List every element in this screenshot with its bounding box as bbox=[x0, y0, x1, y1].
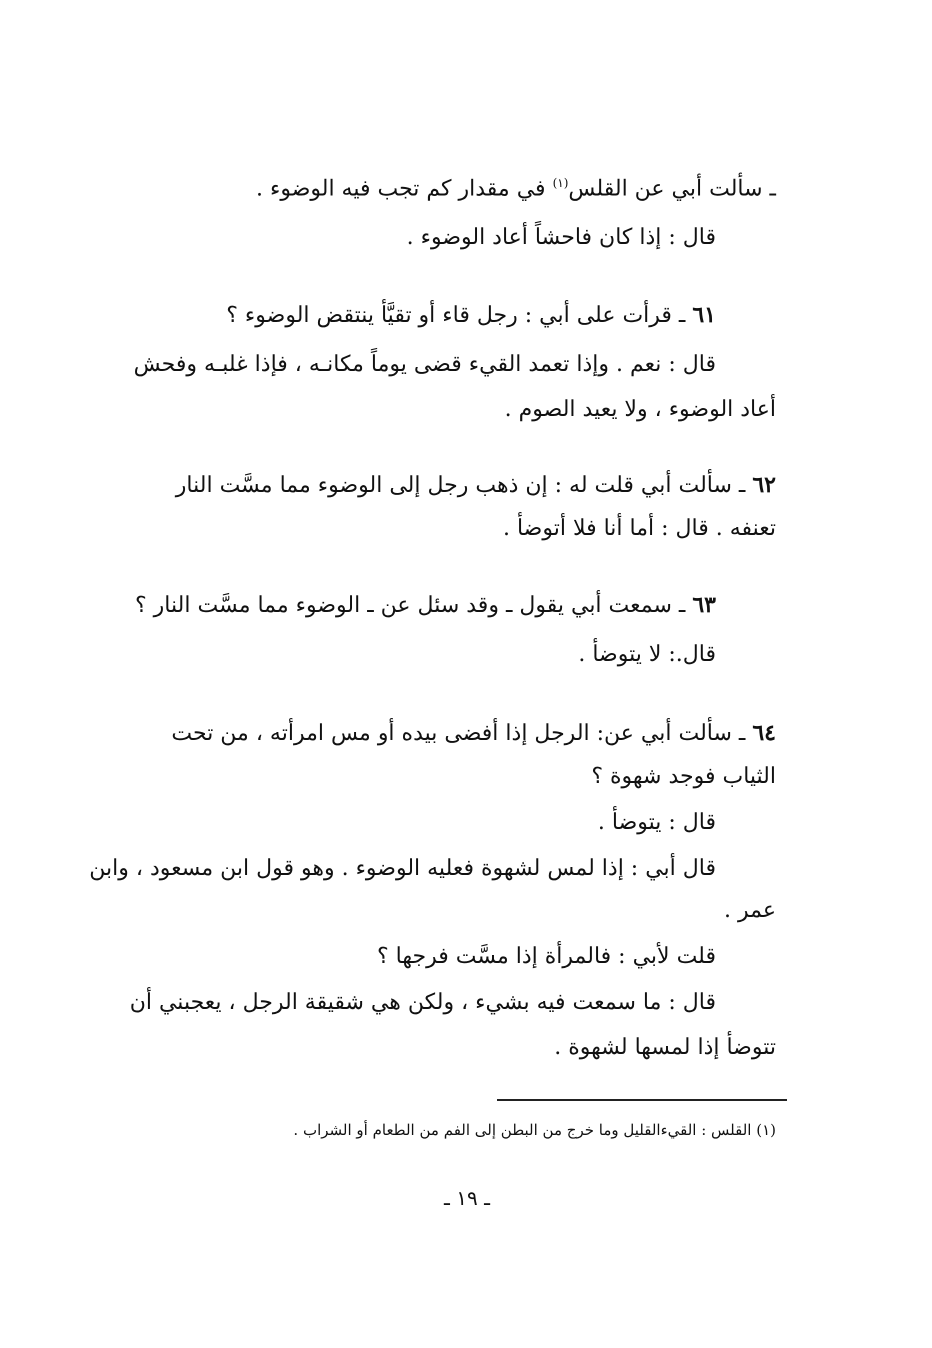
entry-61-answer-line2: أعاد الوضوء ، ولا يعيد الصوم . bbox=[504, 397, 776, 422]
entry-60-question bbox=[256, 176, 776, 201]
entry-61-answer-line1: قال : نعم . وإذا تعمد القيء قضى يوماً مكانـه ، فإذا غلبـه وفحش bbox=[133, 352, 716, 377]
entry-62-number: ٦٢ bbox=[752, 472, 776, 498]
entry-61-question bbox=[226, 302, 716, 328]
entry-60-answer: قال : إذا كان فاحشاً أعاد الوضوء . bbox=[406, 225, 716, 250]
entry-64-question-line1 bbox=[171, 720, 776, 746]
entry-64-question-text: ـ سألت أبي عن: الرجل إذا أفضى بيده أو مس امرأته ، من تحت bbox=[171, 721, 746, 746]
page-number: ـ ١٩ ـ bbox=[444, 1186, 490, 1210]
entry-64-question3: قلت لأبي : فالمرأة إذا مسَّت فرجها ؟ bbox=[376, 944, 716, 969]
footnote-ref: (١) bbox=[552, 176, 569, 190]
entry-63-number: ٦٣ bbox=[692, 592, 716, 618]
entry-62-question-line2: تعنفه . قال : أما أنا فلا أتوضأ . bbox=[502, 516, 776, 541]
entry-62-question-text: ـ سألت أبي قلت له : إن ذهب رجل إلى الوضوء مما مسَّت النار bbox=[175, 473, 746, 498]
entry-64-answer1: قال : يتوضأ . bbox=[597, 810, 716, 835]
entry-64-question-line2: الثياب فوجد شهوة ؟ bbox=[591, 764, 776, 789]
entry-60-question-part1: ـ سألت أبي عن القلس bbox=[568, 176, 776, 202]
footnote-divider bbox=[497, 1099, 787, 1101]
footnote: (١) القلس : القيءالقليل وما خرج من البطن إلى الفم من الطعام أو الشراب . bbox=[293, 1121, 776, 1139]
entry-64-number: ٦٤ bbox=[752, 720, 776, 746]
entry-61-number: ٦١ bbox=[692, 302, 716, 328]
entry-64-answer2-line1: قال أبي : إذا لمس لشهوة فعليه الوضوء . وهو قول ابن مسعود ، وابن bbox=[89, 856, 716, 881]
entry-63-question bbox=[135, 592, 716, 618]
entry-64-answer2-line2: عمر . bbox=[724, 898, 776, 923]
entry-60-question-part2: في مقدار كم تجب فيه الوضوء . bbox=[256, 176, 546, 202]
entry-64-answer3-line1: قال : ما سمعت فيه بشيء ، ولكن هي شقيقة الرجل ، يعجبني أن bbox=[129, 990, 716, 1015]
entry-61-question-text: ـ قرأت على أبي : رجل قاء أو تقيَّأ ينتقض الوضوء ؟ bbox=[226, 303, 686, 328]
entry-64-answer3-line2: تتوضأ إذا لمسها لشهوة . bbox=[554, 1035, 776, 1060]
entry-62-question-line1 bbox=[176, 472, 776, 498]
entry-63-question-text: ـ سمعت أبي يقول ـ وقد سئل عن ـ الوضوء مما مسَّت النار ؟ bbox=[135, 593, 686, 618]
entry-63-answer: قال.: لا يتوضأ . bbox=[578, 642, 716, 667]
